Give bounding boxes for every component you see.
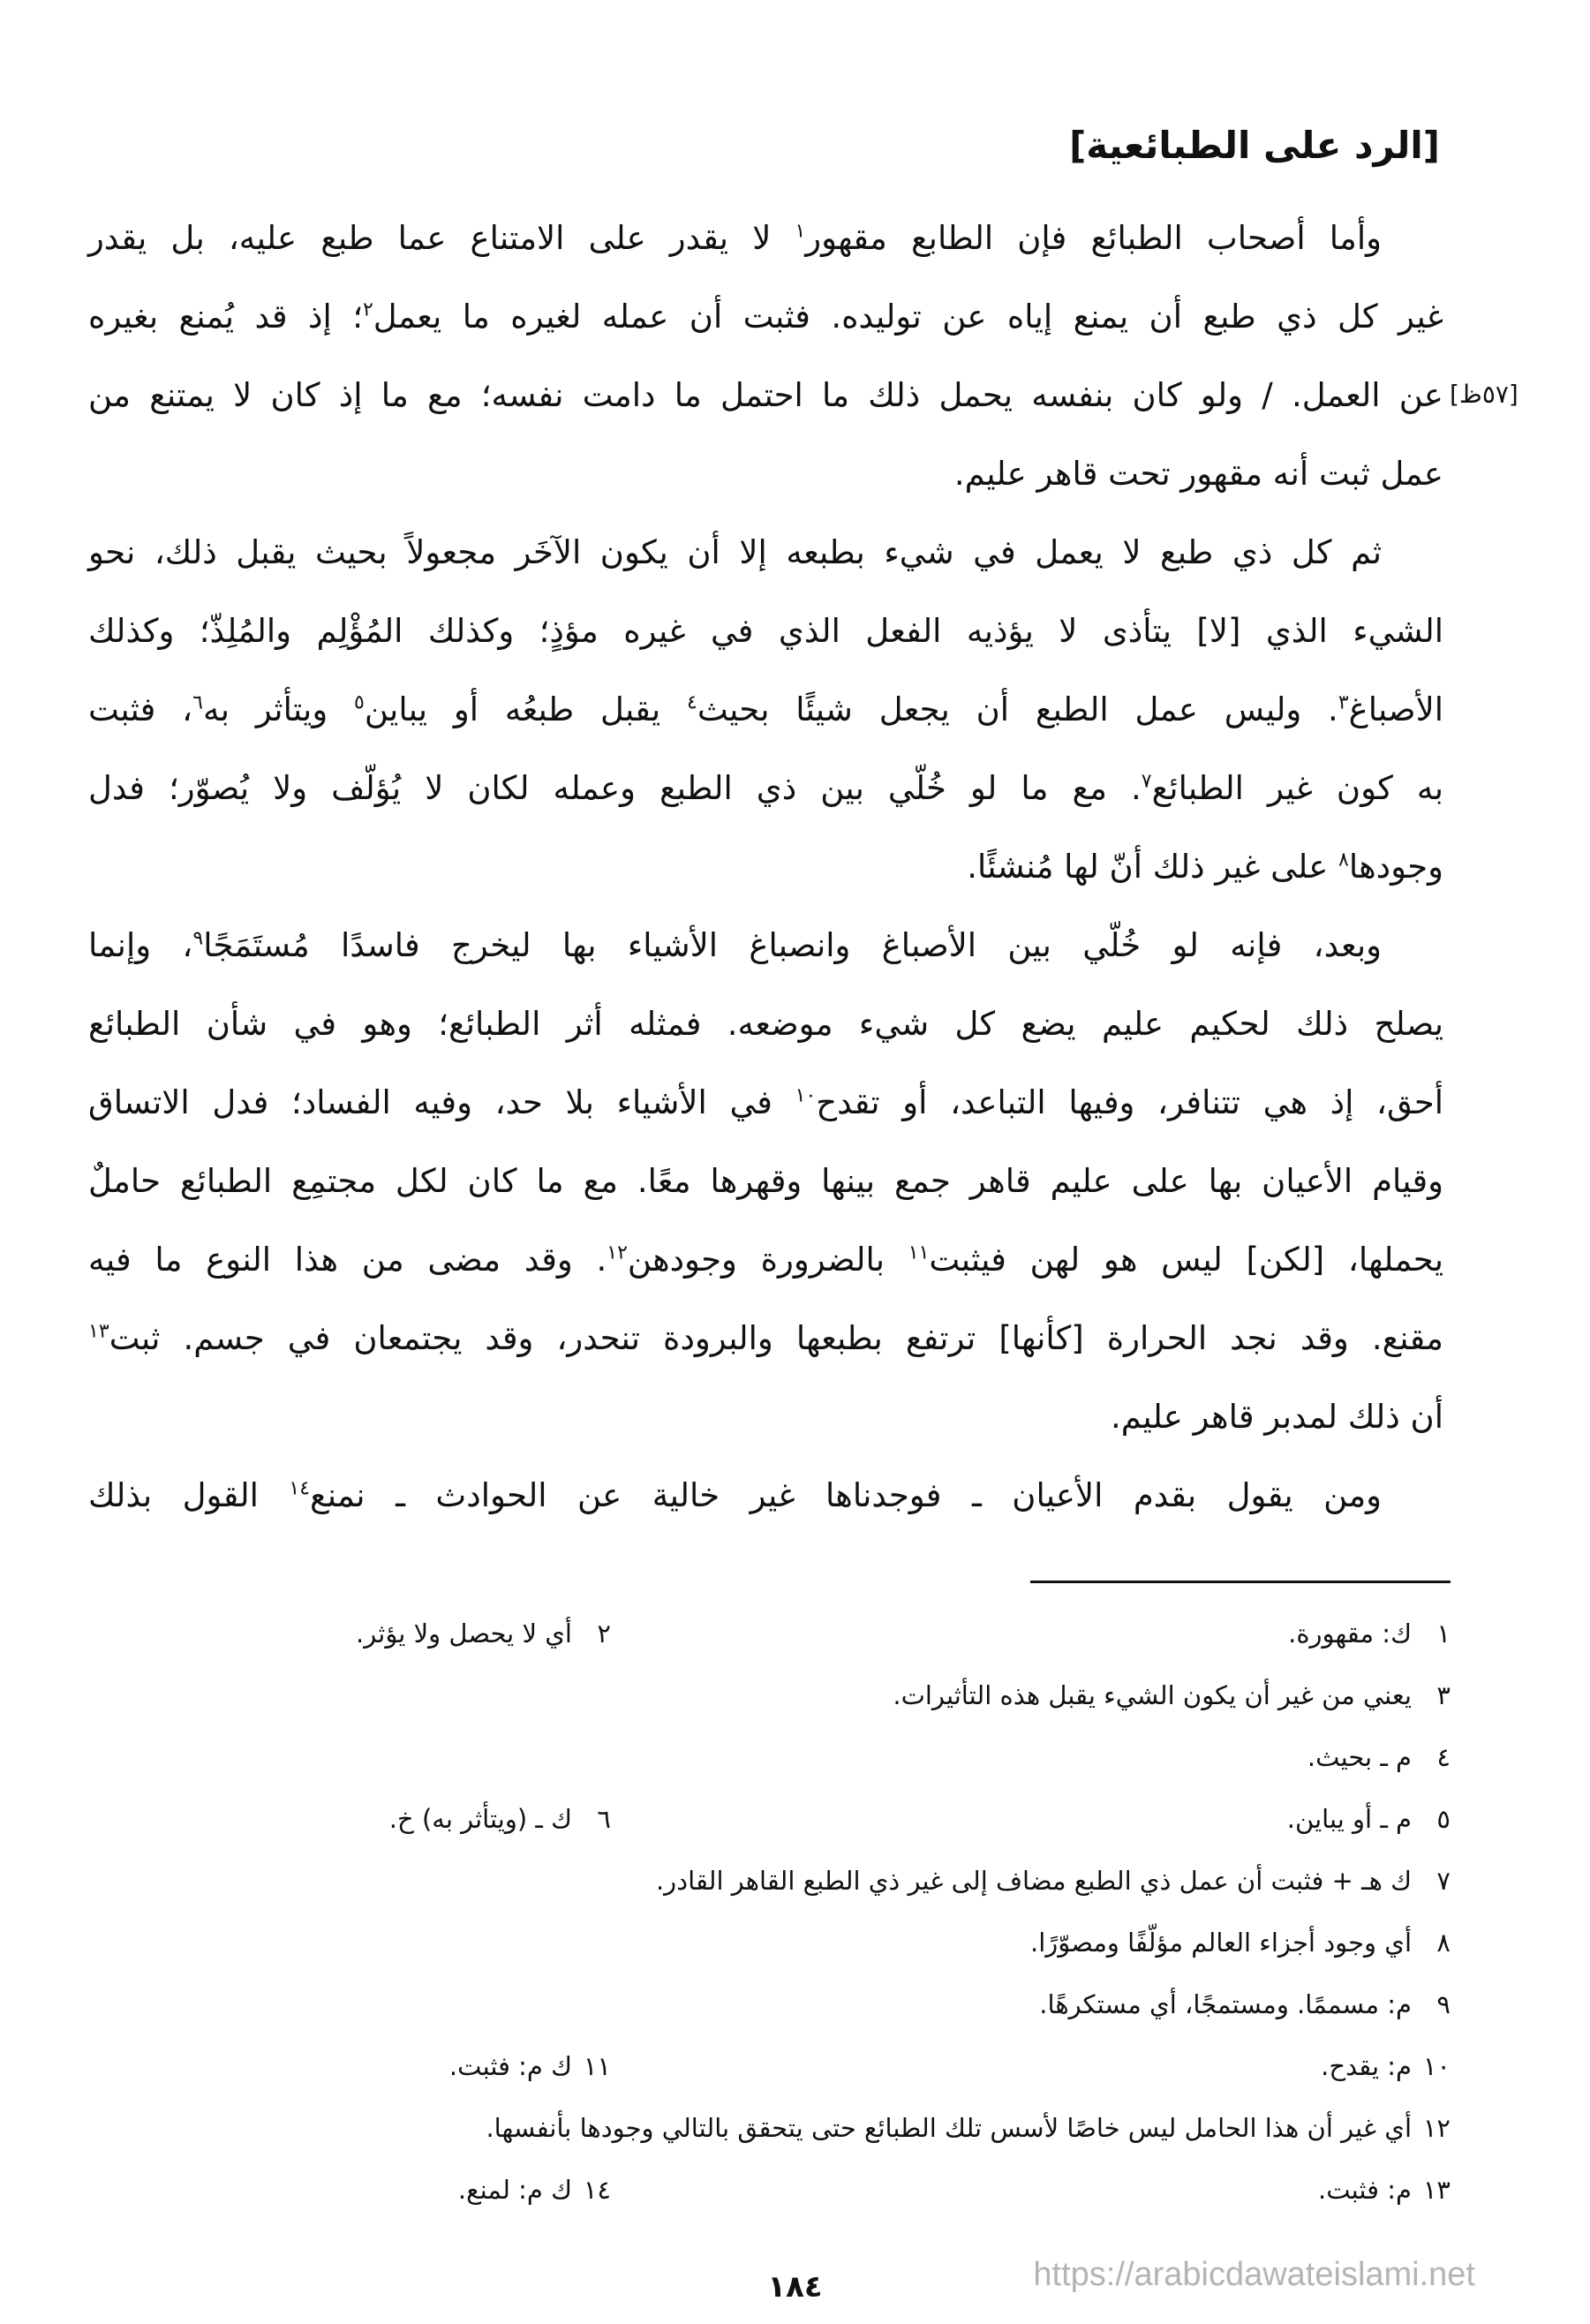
body-line: غير كل ذي طبع أن يمنع إياه عن توليده. فثبت أن عمله لغيره ما يعمل$^٢$؛ إذ قد يُمنع بغيره bbox=[88, 298, 1443, 336]
footnote-number: ٢ bbox=[597, 1618, 611, 1649]
footnote-text: م ـ أو يباين. bbox=[1286, 1804, 1412, 1834]
footnote bbox=[1030, 1920, 1451, 1965]
footnote-marker[interactable]: ٥ bbox=[354, 691, 365, 714]
footnote-text: أي غير أن هذا الحامل ليس خاصًا لأسس تلك الطبائع حتى يتحقق بالتالي وجودها بأنفسها. bbox=[486, 2113, 1412, 2143]
body-line: عمل ثبت أنه مقهور تحت قاهر عليم. bbox=[953, 455, 1443, 493]
footnote-marker[interactable]: ٣ bbox=[1338, 691, 1349, 714]
footnote-text: م ـ بحيث. bbox=[1307, 1742, 1412, 1772]
footnote-text: أي لا يحصل ولا يؤثر. bbox=[356, 1618, 572, 1649]
footnote-number: ٧ bbox=[1436, 1866, 1451, 1896]
body-line: عن العمل. / ولو كان بنفسه يحمل ذلك ما احتمل ما دامت نفسه؛ مع ما إذ كان لا يمتنع من bbox=[88, 376, 1443, 414]
footnote-number: ٩ bbox=[1436, 1989, 1451, 2019]
body-line: يحملها، [لكن] ليس هو لهن فيثبت$^{١١}$ بالضرورة وجودهن$^{١٢}$. وقد مضى من هذا النوع ما فيه bbox=[88, 1241, 1443, 1279]
body-line: وأما أصحاب الطبائع فإن الطابع مقهور$^١$ لا يقدر على الامتناع عما طبع عليه، بل يقدر bbox=[88, 219, 1382, 257]
body-line: الشيء الذي [لا] يتأذى لا يؤذيه الفعل الذي في غيره مؤذٍ؛ وكذلك المُؤْلِم والمُلِذّ؛ وكذلك bbox=[88, 612, 1443, 650]
body-line: ثم كل ذي طبع لا يعمل في شيء بطبعه إلا أن يكون الآخَر مجعولاً بحيث يقبل ذلك، نحو bbox=[88, 533, 1382, 571]
footnote bbox=[656, 1859, 1451, 1903]
body-line: يصلح ذلك لحكيم عليم يضع كل شيء موضعه. فمثله أثر الطبائع؛ وهو في شأن الطبائع bbox=[88, 1005, 1443, 1043]
manuscript-folio-marker: [٥٧ظ] bbox=[1450, 380, 1518, 409]
footnote-text: أي وجود أجزاء العالم مؤلّفًا ومصوّرًا. bbox=[1029, 1928, 1412, 1958]
footnote-marker[interactable]: ٧ bbox=[1141, 770, 1152, 793]
footnote-number: ٣ bbox=[1436, 1680, 1451, 1710]
footnote-number: ٦ bbox=[597, 1804, 611, 1834]
footnote bbox=[1307, 1735, 1451, 1779]
footnote-text: م: يقدح. bbox=[1321, 2051, 1412, 2081]
footnote-text: يعني من غير أن يكون الشيء يقبل هذه التأثيرات. bbox=[893, 1680, 1412, 1710]
footnote-marker[interactable]: ٢ bbox=[362, 298, 373, 321]
footnote-marker[interactable]: ٤ bbox=[686, 691, 697, 714]
footnote-marker[interactable]: ١ bbox=[795, 220, 806, 243]
footnote-number: ١٣ bbox=[1422, 2175, 1451, 2205]
footnote-number: ٨ bbox=[1436, 1928, 1451, 1958]
footnote-text: ك هـ + فثبت أن عمل ذي الطبع مضاف إلى غير ذي الطبع القاهر القادر. bbox=[655, 1866, 1412, 1896]
footnote bbox=[1288, 1611, 1451, 1656]
footnote-text: م: فثبت. bbox=[1317, 2175, 1412, 2205]
footnote bbox=[893, 1673, 1451, 1717]
section-heading: [الرد على الطبائعية] bbox=[1069, 124, 1440, 167]
footnote-marker[interactable]: ١٣ bbox=[88, 1320, 109, 1343]
footnote-number: ١٠ bbox=[1422, 2051, 1451, 2081]
footnote-number: ١ bbox=[1436, 1618, 1451, 1649]
footnote bbox=[449, 2044, 611, 2088]
footnote-number: ٥ bbox=[1436, 1804, 1451, 1834]
footnote bbox=[389, 1797, 611, 1841]
body-line: وقيام الأعيان بها على عليم قاهر جمع بينها وقهرها معًا. مع ما كان لكل مجتمِع الطبائع حاملٌ bbox=[88, 1162, 1443, 1200]
footnote bbox=[1321, 2044, 1451, 2088]
footnote-text: ك ـ (ويتأثر به) خ. bbox=[388, 1804, 572, 1834]
body-line: أحق، إذ هي تتنافر، وفيها التباعد، أو تقدح$^{١٠}$ في الأشياء بلا حد، وفيه الفساد؛ فدل الاتساق bbox=[88, 1083, 1444, 1121]
footnote-marker[interactable]: ٨ bbox=[1338, 849, 1349, 872]
watermark-url: https://arabicdawateislami.net bbox=[1033, 2256, 1475, 2293]
body-line: وبعد، فإنه لو خُلّي بين الأصباغ وانصباغ الأشياء بها ليخرج فاسدًا مُستَمَجًا$^٩$، وإنما bbox=[88, 926, 1383, 964]
body-line: ومن يقول بقدم الأعيان ـ فوجدناها غير خالية عن الحوادث ـ نمنع$^{١٤}$ القول بذلك bbox=[88, 1476, 1382, 1514]
footnote-marker[interactable]: ٩ bbox=[192, 927, 204, 950]
footnote-text: ك: مقهورة. bbox=[1288, 1618, 1412, 1649]
footnote-divider bbox=[1030, 1581, 1451, 1583]
body-line: مقنع. وقد نجد الحرارة [كأنها] ترتفع بطبعها والبرودة تنحدر، وقد يجتمعان في جسم. ثبت$^{١٣}$ bbox=[88, 1319, 1443, 1357]
body-line: به كون غير الطبائع$^٧$. مع ما لو خُلّي بين ذي الطبع وعمله لكان لا يُؤلّف ولا يُصوّر؛ فدل bbox=[88, 769, 1443, 807]
page-number: ١٨٤ bbox=[767, 2269, 823, 2305]
footnote-number: ١٢ bbox=[1422, 2113, 1451, 2143]
footnote bbox=[356, 1611, 611, 1656]
footnote-number: ٤ bbox=[1436, 1742, 1451, 1772]
footnote bbox=[1318, 2168, 1451, 2212]
footnote-marker[interactable]: ١٢ bbox=[607, 1241, 628, 1264]
footnote-marker[interactable]: ١٤ bbox=[289, 1477, 311, 1500]
footnote-marker[interactable]: ١٠ bbox=[795, 1084, 817, 1107]
footnote-marker[interactable]: ١١ bbox=[908, 1241, 930, 1264]
footnote-number: ١٤ bbox=[583, 2175, 611, 2205]
body-line: أن ذلك لمدبر قاهر عليم. bbox=[1111, 1398, 1443, 1436]
body-line: وجودها$^٨$ على غير ذلك أنّ لها مُنشئًا. bbox=[967, 848, 1443, 886]
footnote-text: م: مسممًا. ومستمجًا، أي مستكرهًا. bbox=[1039, 1989, 1412, 2019]
footnote bbox=[458, 2168, 611, 2212]
footnote bbox=[486, 2106, 1451, 2150]
body-line: الأصباغ$^٣$. وليس عمل الطبع أن يجعل شيئًا بحيث$^٤$ يقبل طبعُه أو يباين$^٥$ ويتأثر به$^٦$، فثبت bbox=[88, 690, 1443, 728]
footnote-text: ك م: لمنع. bbox=[457, 2175, 572, 2205]
footnote-number: ١١ bbox=[583, 2051, 611, 2081]
footnote-marker[interactable]: ٦ bbox=[192, 691, 203, 714]
footnote-text: ك م: فثبت. bbox=[448, 2051, 572, 2081]
footnote bbox=[1287, 1797, 1451, 1841]
footnote bbox=[1039, 1982, 1451, 2026]
